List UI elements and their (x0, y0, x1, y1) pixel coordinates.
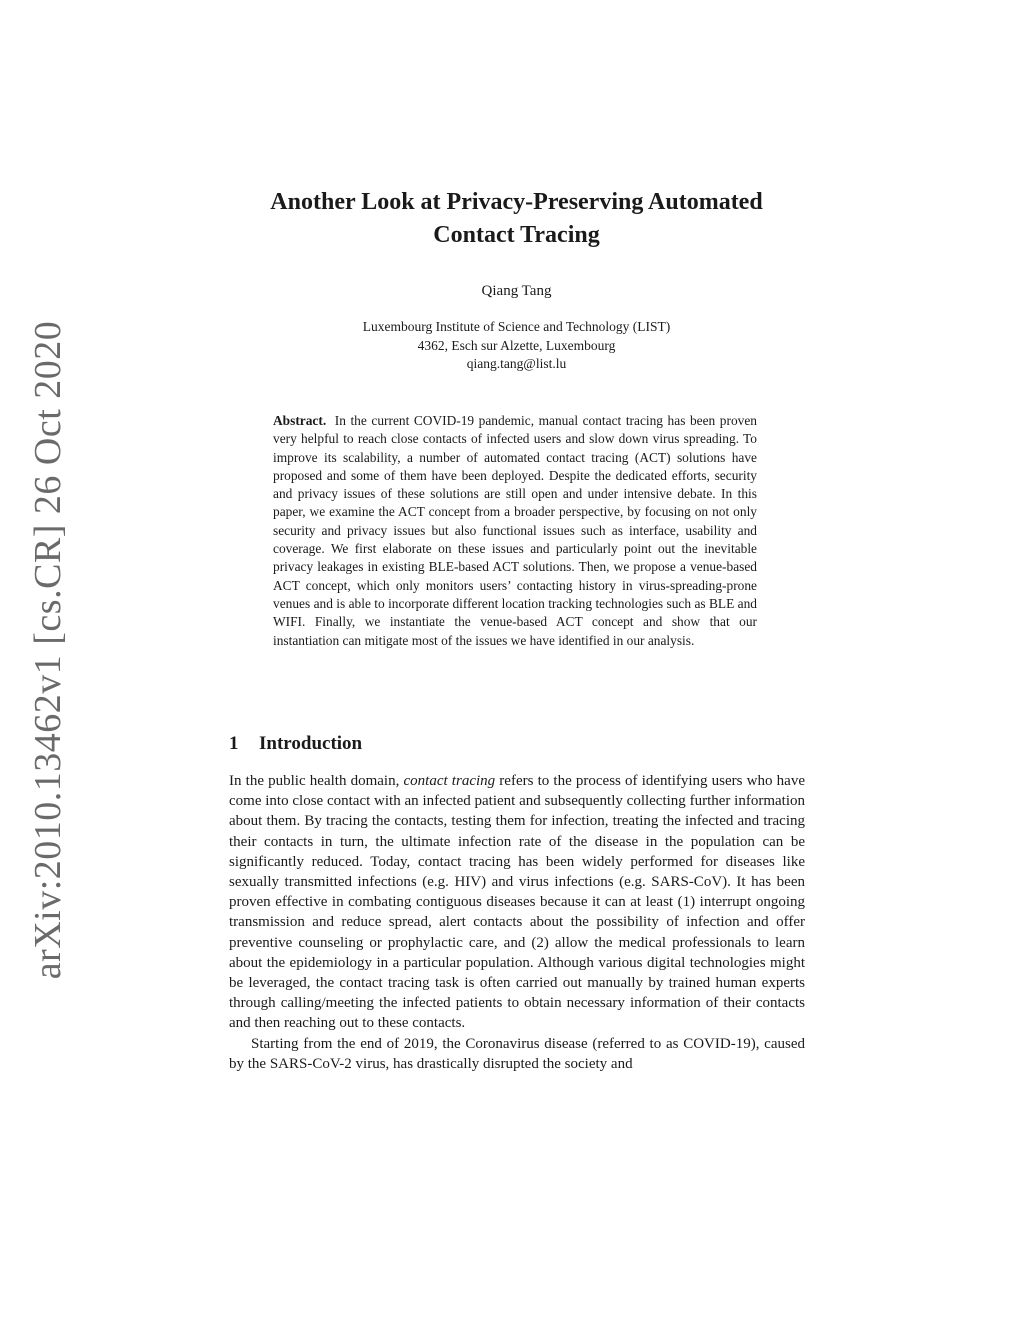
intro-p1-rest: refers to the process of identifying users who have come into close contact with an infected patient and subsequently collecting further information about them. By tracing the contacts, testing them for infection, treating the infected and tracing their contacts in turn, the ultimate infection rate of the disease in the population can be significantly reduced. Today, contact tracing has been widely performed for diseases like sexually transmitted infections (e.g. HIV) and virus infections (e.g. SARS-CoV). It has been proven effective in combating contiguous diseases because it can at least (1) interrupt ongoing transmission and reduce spread, alert contacts about the possibility of infection and offer preventive counseling or prophylactic care, and (2) allow the medical professionals to learn about the epidemiology in a particular population. Although various digital technologies might be leveraged, the contact tracing task is often carried out manually by trained human experts through calling/meeting the infected patients to obtain necessary information of their contacts and then reaching out to these contacts. (229, 773, 805, 1032)
paper-title (229, 186, 804, 252)
abstract (273, 412, 757, 650)
intro-paragraph-2: Starting from the end of 2019, the Coronavirus disease (referred to as COVID-19), caused by the SARS-CoV-2 virus, has drastically disrupted the society and (229, 1035, 805, 1072)
paper-title-line-2: Contact Tracing (433, 222, 600, 248)
intro-term-contact-tracing: contact tracing (403, 773, 496, 789)
paper-title-line-1: Another Look at Privacy-Preserving Automated (270, 189, 763, 215)
intro-p1-start: In the public health domain, (229, 773, 404, 789)
introduction-body (229, 771, 805, 1074)
affiliation-address: 4362, Esch sur Alzette, Luxembourg (417, 337, 616, 353)
abstract-label: Abstract. (273, 413, 327, 428)
affiliation-institute: Luxembourg Institute of Science and Technology (LIST) (362, 319, 671, 334)
section-number: 1 (229, 733, 239, 754)
section-title: Introduction (259, 733, 363, 754)
author-affiliation (229, 318, 804, 374)
intro-paragraph-1 (229, 771, 805, 1034)
section-heading-introduction (229, 733, 804, 755)
arxiv-identifier: arXiv:2010.13462v1 [cs.CR] 26 Oct 2020 (27, 320, 69, 980)
abstract-text: In the current COVID-19 pandemic, manual contact tracing has been proven very helpful to reach close contacts of infected users and slow down virus spreading. To improve its scalability, a number of automated contact tracing (ACT) solutions have proposed and some of them have been deployed. Despite the dedicated efforts, security and privacy issues of these solutions are still open and under intensive debate. In this paper, we examine the ACT concept from a broader perspective, by focusing on not only security and privacy issues but also functional issues such as interface, usability and coverage. We first elaborate on these issues and particularly point out the inevitable privacy leakages in existing BLE-based ACT solutions. Then, we propose a venue-based ACT concept, which only monitors users’ contacting history in virus-spreading-prone venues and is able to incorporate different location tracking technologies such as BLE and WIFI. Finally, we instantiate the venue-based ACT concept and show that our instantiation can mitigate most of the issues we have identified in our analysis. (273, 413, 757, 648)
author-name: Qiang Tang (481, 283, 552, 299)
affiliation-email: qiang.tang@list.lu (466, 356, 567, 371)
